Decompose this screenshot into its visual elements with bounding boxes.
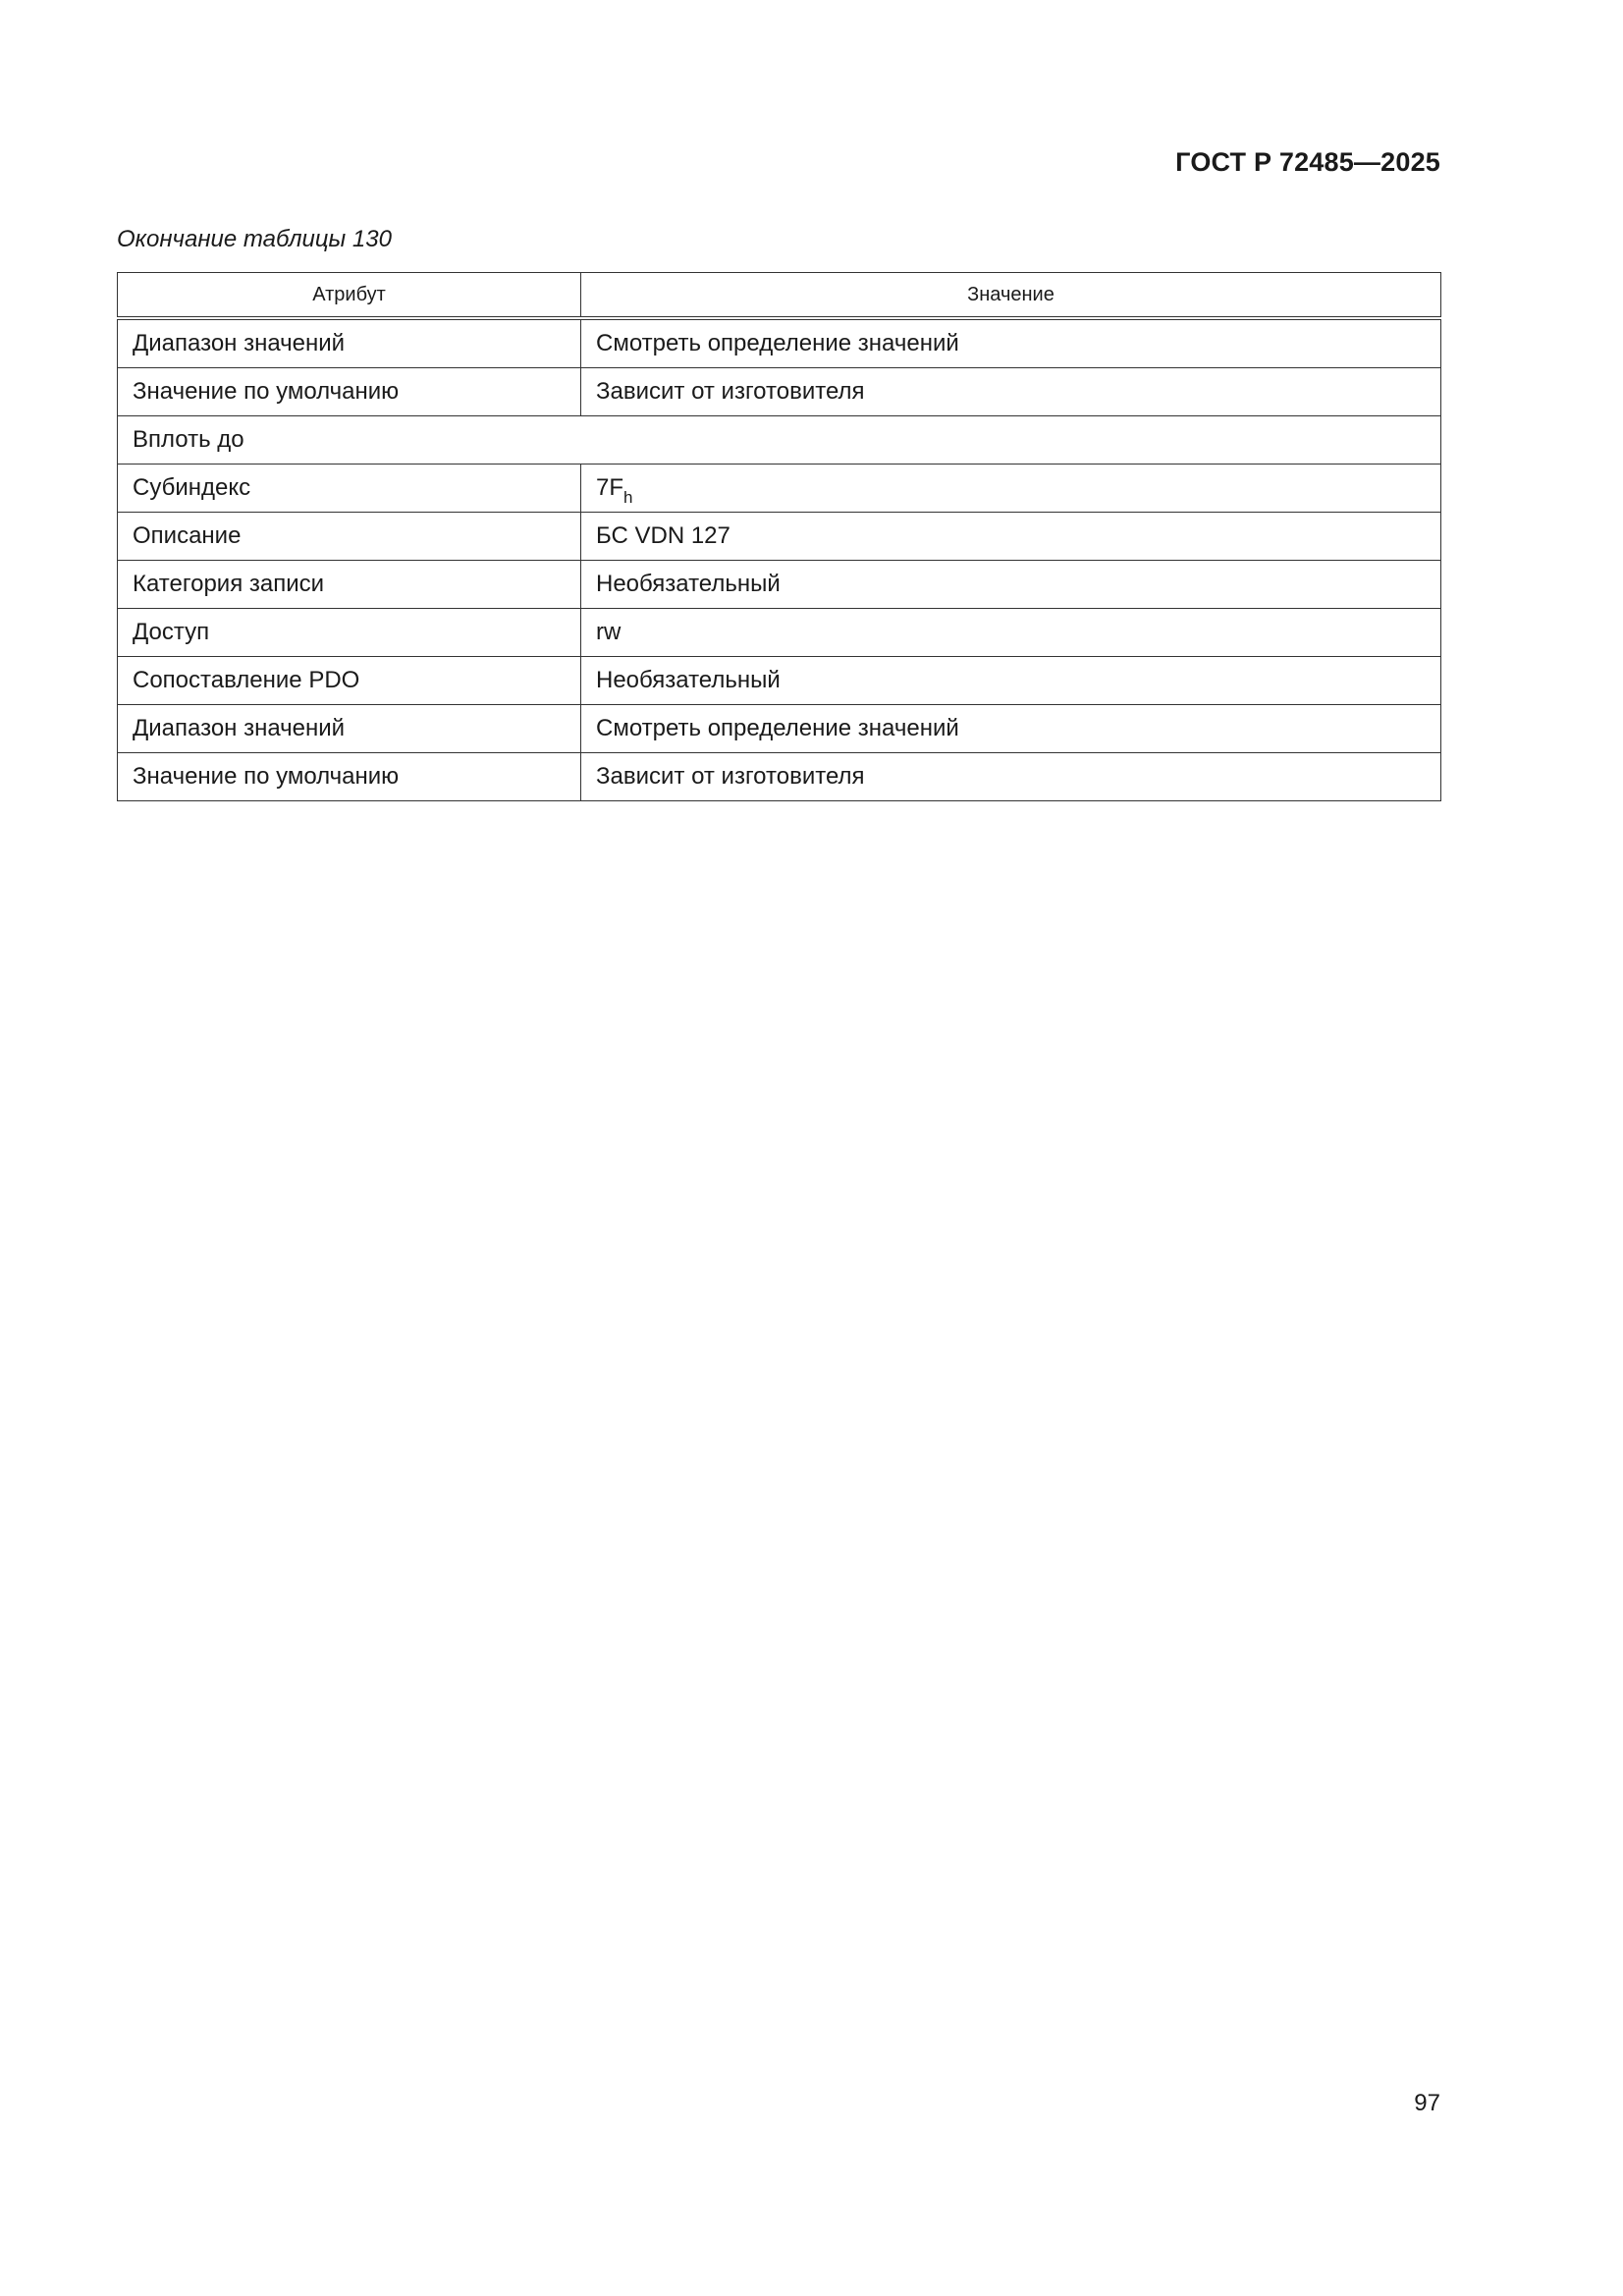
table-caption: Окончание таблицы 130: [117, 226, 392, 252]
value-cell: Необязательный: [581, 561, 1441, 609]
attribute-cell: Описание: [118, 513, 581, 561]
attribute-cell: Значение по умолчанию: [118, 753, 581, 801]
table-row: [118, 561, 1441, 609]
column-header-value: Значение: [581, 273, 1441, 319]
table-row: [118, 609, 1441, 657]
table-row: [118, 705, 1441, 753]
value-cell: Смотреть определение значений: [581, 318, 1441, 368]
table-row: [118, 513, 1441, 561]
table-row: [118, 753, 1441, 801]
value-cell: Зависит от изготовителя: [581, 368, 1441, 416]
value-subscript: h: [623, 488, 633, 507]
attribute-cell: Значение по умолчанию: [118, 368, 581, 416]
section-cell: Вплоть до: [118, 416, 1441, 465]
value-cell: Необязательный: [581, 657, 1441, 705]
attribute-cell: Субиндекс: [118, 465, 581, 513]
value-cell: БС VDN 127: [581, 513, 1441, 561]
table-row: [118, 318, 1441, 368]
attribute-cell: Доступ: [118, 609, 581, 657]
attribute-cell: Сопоставление PDO: [118, 657, 581, 705]
page-number: 97: [1414, 2090, 1440, 2116]
value-cell: Смотреть определение значений: [581, 705, 1441, 753]
column-header-attribute: Атрибут: [118, 273, 581, 319]
value-cell: Зависит от изготовителя: [581, 753, 1441, 801]
attribute-cell: Диапазон значений: [118, 318, 581, 368]
table-row: [118, 368, 1441, 416]
table-row: [118, 465, 1441, 513]
table-section-row: [118, 416, 1441, 465]
value-cell: [581, 465, 1441, 513]
document-id: ГОСТ Р 72485—2025: [1175, 147, 1440, 177]
attribute-cell: Категория записи: [118, 561, 581, 609]
table-header-row: [118, 273, 1441, 319]
table-row: [118, 657, 1441, 705]
attribute-table: [117, 272, 1441, 801]
value-cell: rw: [581, 609, 1441, 657]
value-text: 7F: [596, 474, 624, 501]
attribute-cell: Диапазон значений: [118, 705, 581, 753]
